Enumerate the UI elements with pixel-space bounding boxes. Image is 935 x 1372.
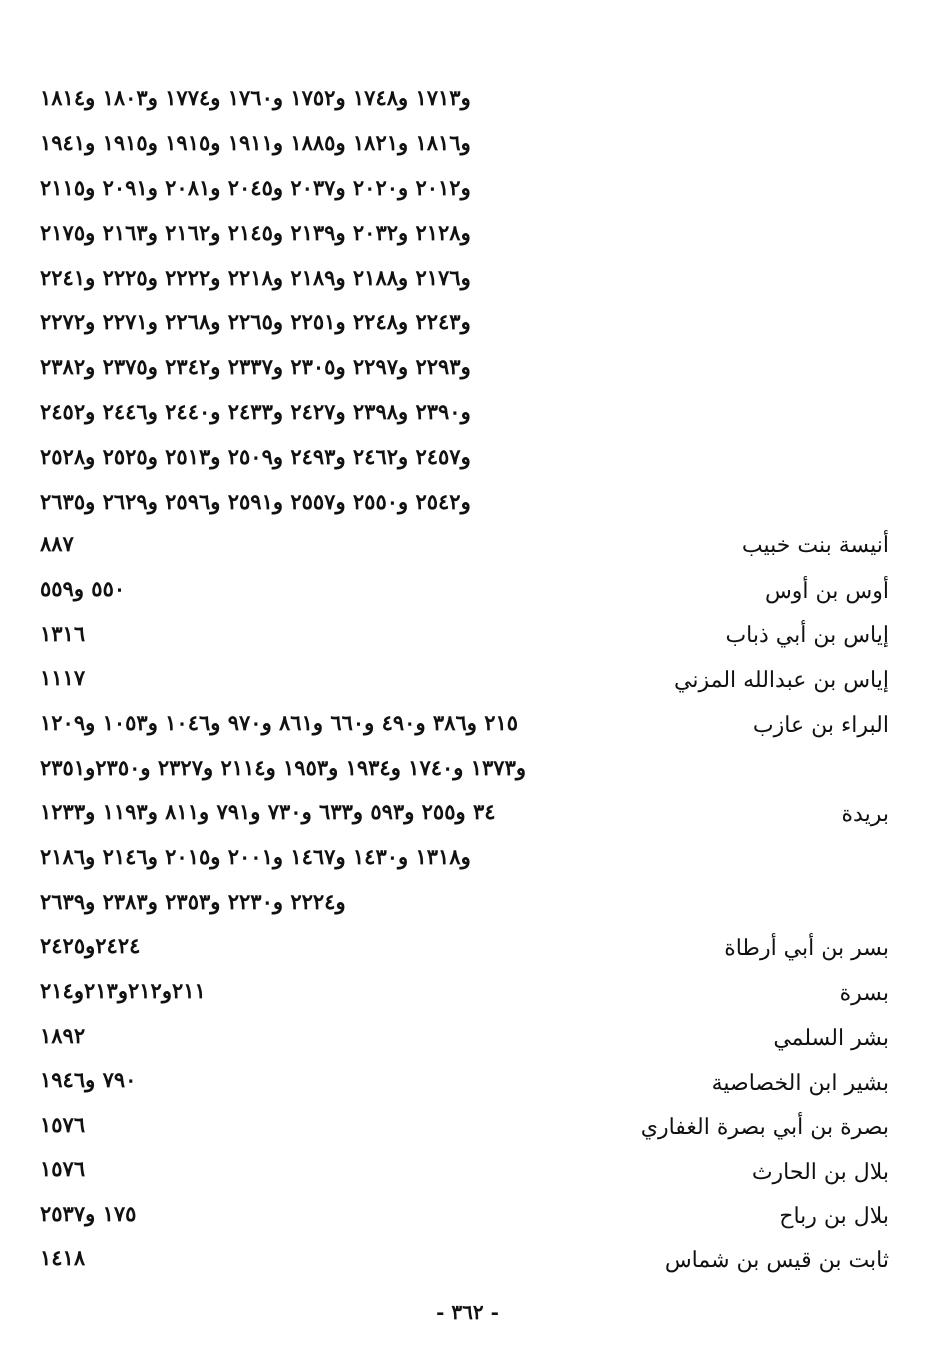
entry-numbers: و١٣٧٣ و١٧٤٠ و١٩٣٤ و١٩٥٣ و٢١١٤ و٢٣٢٧ و٢٣٥٠و٢٣٥١: [40, 755, 527, 780]
entry-name: البراء بن عازب: [752, 713, 889, 738]
entry-name: بسر بن أبي أرطاة: [724, 936, 889, 961]
entry-name: بشر السلمي: [773, 1026, 889, 1051]
continuation-line: و٢٢٩٣ و٢٢٩٧ و٢٣٠٥ و٢٣٣٧ و٢٣٤٢ و٢٣٧٥ و٢٣٨٢: [40, 354, 471, 379]
entry-name: إياس بن أبي ذباب: [725, 623, 889, 648]
entry-name: إياس بن عبدالله المزني: [674, 668, 889, 693]
entry-name: أوس بن أوس: [764, 579, 889, 604]
entry-numbers: ٣٤ و٢٥٥ و٥٩٣ و٦٣٣ و٧٣٠ و٧٩١ و٨١١ و١١٩٣ و١٢٣٣: [40, 799, 496, 824]
entry-name: أنيسة بنت خبيب: [741, 533, 889, 558]
entry-numbers: ١٥٧٦: [40, 1112, 86, 1137]
entry-name: بشير ابن الخصاصية: [711, 1071, 889, 1096]
continuation-line: و٢٣٩٠ و٢٣٩٨ و٢٤٢٧ و٢٤٣٣ و٢٤٤٠ و٢٤٤٦ و٢٤٥٢: [40, 399, 471, 424]
entry-numbers: ١٣١٦: [40, 621, 86, 646]
continuation-line: و٢٢٤٣ و٢٢٤٨ و٢٢٥١ و٢٢٦٥ و٢٢٦٨ و٢٢٧١ و٢٢٧٢: [40, 309, 471, 334]
entry-numbers: و٢٢٢٤ و٢٢٣٠ و٢٣٥٣ و٢٣٨٣ و٢٦٣٩: [40, 889, 346, 914]
entry-name: بلال بن رباح: [779, 1204, 889, 1229]
page-number: - ٣٦٢ -: [436, 1300, 499, 1324]
entry-numbers: ٧٩٠ و١٩٤٦: [40, 1067, 137, 1092]
entry-name: ثابت بن قيس بن شماس: [664, 1248, 889, 1273]
entry-numbers: ١١١٧: [40, 665, 86, 690]
entry-name: بريدة: [841, 802, 889, 827]
continuation-line: و١٧١٣ و١٧٤٨ و١٧٥٢ و١٧٦٠ و١٧٧٤ و١٨٠٣ و١٨١٤: [40, 85, 471, 110]
entry-numbers: ١٥٧٦: [40, 1156, 86, 1181]
entry-numbers: ٢١١و٢١٢و٢١٣و٢١٤: [40, 978, 206, 1003]
continuation-line: و٢٤٥٧ و٢٤٦٢ و٢٤٩٣ و٢٥٠٩ و٢٥١٣ و٢٥٢٥ و٢٥٢٨: [40, 444, 471, 469]
entry-numbers: ٢٤٢٤و٢٤٢٥: [40, 933, 141, 958]
entry-name: بسرة: [839, 981, 889, 1006]
entry-numbers: ٢١٥ و٣٨٦ و٤٩٠ و٦٦٠ و٨٦١ و٩٧٠ و١٠٤٦ و١٠٥٣ و١٢٠٩: [40, 710, 519, 735]
entry-numbers: ٨٨٧: [40, 531, 74, 556]
entry-numbers: ٥٥٠ و٥٥٩: [40, 576, 126, 601]
continuation-line: و٢١٢٨ و٢٠٣٢ و٢١٣٩ و٢١٤٥ و٢١٦٢ و٢١٦٣ و٢١٧٥: [40, 220, 471, 245]
continuation-line: و٢٥٤٢ و٢٥٥٠ و٢٥٥٧ و٢٥٩١ و٢٥٩٦ و٢٦٢٩ و٢٦٣٥: [40, 489, 471, 514]
entry-name: بلال بن الحارث: [751, 1160, 889, 1185]
entry-numbers: ١٤١٨: [40, 1245, 86, 1270]
entry-name: بصرة بن أبي بصرة الغفاري: [640, 1115, 889, 1140]
entry-numbers: و١٣١٨ و١٤٣٠ و١٤٦٧ و٢٠٠١ و٢٠١٥ و٢١٤٦ و٢١٨٦: [40, 844, 471, 869]
continuation-line: و١٨١٦ و١٨٢١ و١٨٨٥ و١٩١١ و١٩١٥ و١٩١٥ و١٩٤١: [40, 130, 471, 155]
continuation-line: و٢٠١٢ و٢٠٢٠ و٢٠٣٧ و٢٠٤٥ و٢٠٨١ و٢٠٩١ و٢١١٥: [40, 175, 471, 200]
entry-numbers: ١٧٥ و٢٥٣٧: [40, 1201, 137, 1226]
continuation-line: و٢١٧٦ و٢١٨٨ و٢١٨٩ و٢٢١٨ و٢٢٢٢ و٢٢٢٥ و٢٢٤١: [40, 265, 471, 290]
entry-numbers: ١٨٩٢: [40, 1023, 86, 1048]
